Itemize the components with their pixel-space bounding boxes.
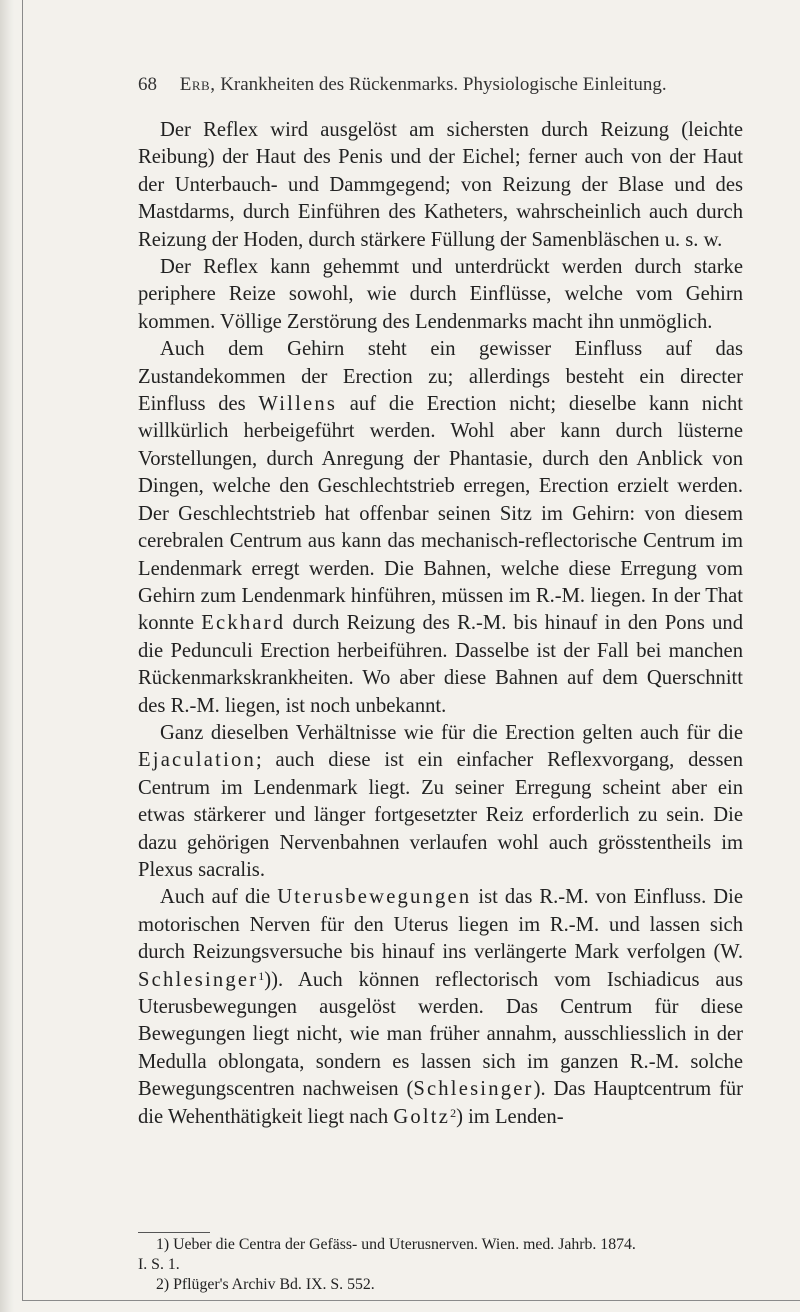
text-run: Ganz dieselben Verhältnisse wie für die Erection gelten auch für die <box>160 721 743 744</box>
paragraph-brain <box>138 336 743 720</box>
text-run: ). Das Hauptcentrum für die Wehenthätigkeit liegt nach <box>138 1078 743 1128</box>
emphasis-goltz: Goltz <box>393 1105 451 1128</box>
body-text <box>138 117 743 1131</box>
text-run: durch Reizung des R.-M. bis hinauf in den Pons und die Pedunculi Erection herbeiführen. Dasselbe ist der Fall bei manchen Rückenmarkskrankheiten. Wo aber diese Bahnen auf dem Querschnitt des R.-M. liegen, ist noch unbekannt. <box>138 612 743 717</box>
emphasis-uterusbewegungen: Uterusbewegungen <box>277 886 472 909</box>
text-run: ist das R.-M. von Einfluss. Die motorischen Nerven für den Uterus liegen im R.-M. und lassen sich durch Reizungsversuche bis hinauf ins verlängerte Mark verfolgen (W. <box>138 886 743 964</box>
text-run: ; auch diese ist ein einfacher Reflexvorgang, dessen Centrum im Lendenmark liegt. Zu seiner Erregung scheint aber ein etwas stärkerer und länger fortgesetzter Reiz erforderlich zu sein. Die dazu gehörigen Nervenbahnen verlaufen wohl auch grösstentheils im Plexus sacralis. <box>138 749 743 881</box>
paragraph-ejaculation <box>138 720 743 884</box>
running-header <box>138 74 738 96</box>
text-run: Auch auf die <box>160 886 271 909</box>
header-author: Erb, <box>179 74 216 95</box>
paragraph-inhibition <box>138 254 743 336</box>
header-title: Krankheiten des Rückenmarks. Physiologische Einleitung. <box>220 74 667 95</box>
emphasis-willens: Willens <box>258 393 338 416</box>
emphasis-schlesinger: Schlesinger <box>413 1078 534 1101</box>
paragraph-text: Der Reflex wird ausgelöst am sichersten durch Reizung (leichte Reibung) der Haut des Penis und der Eichel; ferner auch von der Haut der Unterbauch- und Dammgegend; von Reizung der Blase und des Mastdarms, durch Einführen des Katheters, wahrscheinlich auch durch Reizung der Hoden, durch stärkere Füllung der Samenbläschen u. s. w. <box>138 119 743 251</box>
footnote-1-continuation: I. S. 1. <box>138 1256 180 1273</box>
paragraph-uterus <box>138 884 743 1131</box>
text-run: Auch dem Gehirn steht ein gewisser Einfluss auf das Zustandekommen der Erection zu; allerdings besteht ein directer Einfluss des <box>138 338 743 416</box>
footnote-2: 2) Pflüger's Archiv Bd. IX. S. 552. <box>156 1276 375 1293</box>
footnote-1: 1) Ueber die Centra der Gefäss- und Uterusnerven. Wien. med. Jahrb. 1874. <box>156 1236 636 1253</box>
text-run: auf die Erection nicht; dieselbe kann nicht willkürlich herbeigeführt werden. Wohl aber kann durch lüsterne Vorstellungen, durch Anregung der Phantasie, durch den Anblick von Dingen, welche den Geschlechtstrieb erregen, Erection erzielt werden. Der Geschlechtstrieb hat offenbar seinen Sitz im Gehirn: von diesem cerebralen Centrum aus kann das mechanisch-reflectorische Centrum im Lendenmark erregt werden. Die Bahnen, welche diese Erregung vom Gehirn zum Lendenmark hinführen, müssen im R.-M. liegen. In der That konnte <box>138 393 743 635</box>
emphasis-eckhard: Eckhard <box>201 612 286 635</box>
paragraph-text: Der Reflex kann gehemmt und unterdrückt werden durch starke periphere Reize sowohl, wie durch Einflüsse, welche vom Gehirn kommen. Völlige Zerstörung des Lendenmarks macht ihn unmöglich. <box>138 256 743 333</box>
text-run: ) im Lenden- <box>456 1105 564 1128</box>
emphasis-schlesinger: Schlesinger <box>138 968 259 991</box>
page-bottom-border <box>22 1300 800 1301</box>
page-left-border <box>22 0 23 1300</box>
footnotes <box>138 1235 743 1295</box>
page-left-shadow <box>0 0 14 1312</box>
page-number: 68 <box>138 74 157 95</box>
footnote-ref-2: 2 <box>450 1105 457 1120</box>
text-run: )). Auch können reflectorisch vom Ischiadicus aus Uterusbewegungen ausgelöst werden. Das Centrum für diese Bewegungen liegt nicht, wie man früher annahm, ausschliesslich in der Medulla oblongata, sondern es lassen sich im ganzen R.-M. solche Bewegungscentren nachweisen ( <box>138 968 743 1101</box>
emphasis-ejaculation: Ejaculation <box>138 749 256 772</box>
footnote-ref-1: 1 <box>258 968 265 983</box>
footnote-divider <box>138 1232 210 1233</box>
paragraph-reflex <box>138 117 743 254</box>
